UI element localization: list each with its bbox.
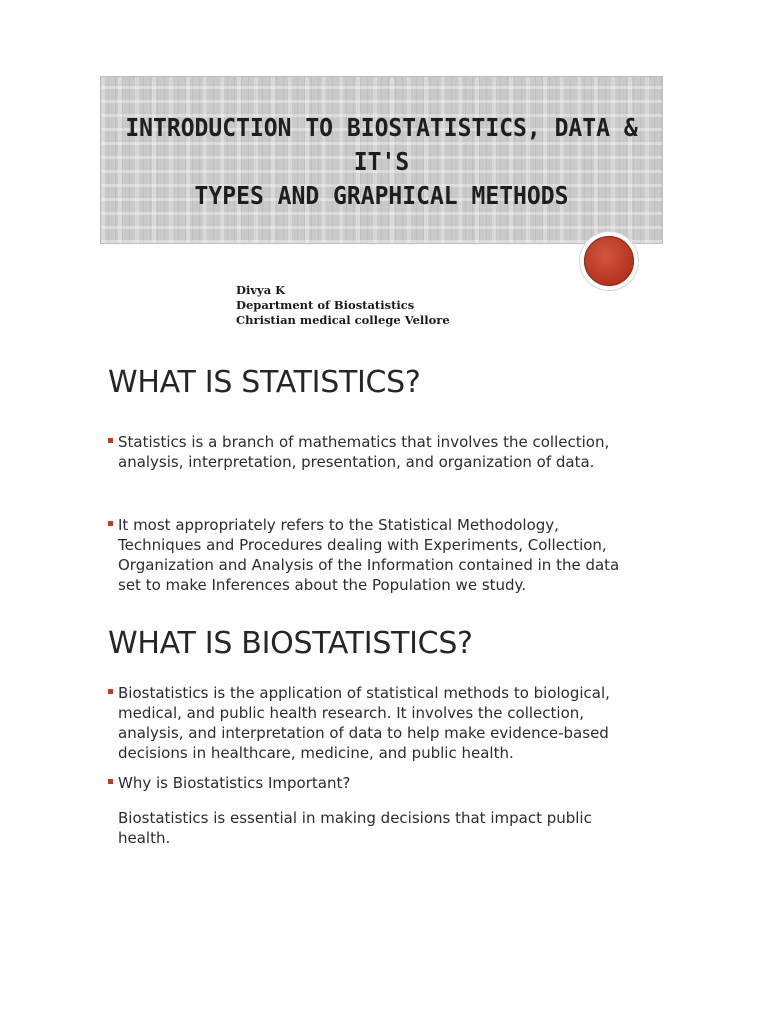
bullet-line: analysis, interpretation, presentation, and organization of data. — [118, 453, 595, 471]
paragraph-line: health. — [118, 829, 171, 847]
slide-title-line-2: TYPES AND GRAPHICAL METHODS — [194, 181, 569, 210]
section-heading-biostatistics: WHAT IS BIOSTATISTICS? — [108, 626, 473, 661]
author-institution: Christian medical college Vellore — [236, 313, 450, 327]
bullet-line: decisions in healthcare, medicine, and public health. — [118, 744, 514, 762]
bullet-line: It most appropriately refers to the Statistical Methodology, — [108, 515, 668, 535]
bullet-square-icon — [108, 438, 113, 443]
seal-disc — [584, 236, 634, 286]
paragraph-line: Biostatistics is essential in making decisions that impact public — [118, 809, 592, 827]
bullet-statistics-definition — [108, 432, 668, 472]
bullet-line: set to make Inferences about the Population we study. — [118, 576, 527, 594]
biostatistics-importance-paragraph — [118, 808, 592, 848]
slide-title-line-1: INTRODUCTION TO BIOSTATISTICS, DATA & IT'S — [125, 113, 638, 176]
bullet-line: Biostatistics is the application of statistical methods to biological, — [108, 683, 668, 703]
decorative-seal-icon — [580, 232, 638, 290]
bullet-line: medical, and public health research. It involves the collection, — [118, 704, 585, 722]
bullet-square-icon — [108, 521, 113, 526]
bullet-square-icon — [108, 779, 113, 784]
author-name: Divya K — [236, 283, 286, 297]
bullet-biostatistics-definition — [108, 683, 668, 763]
section-heading-statistics: WHAT IS STATISTICS? — [108, 365, 421, 400]
bullet-biostatistics-importance — [108, 773, 668, 793]
bullet-statistics-methodology — [108, 515, 668, 595]
author-block — [236, 283, 450, 328]
author-department: Department of Biostatistics — [236, 298, 415, 312]
bullet-line: Organization and Analysis of the Information contained in the data — [118, 556, 620, 574]
slide-title — [123, 111, 639, 213]
bullet-line: Techniques and Procedures dealing with Experiments, Collection, — [118, 536, 607, 554]
bullet-square-icon — [108, 689, 113, 694]
title-banner — [100, 76, 663, 244]
bullet-line: analysis, and interpretation of data to help make evidence-based — [118, 724, 609, 742]
bullet-line: Statistics is a branch of mathematics that involves the collection, — [108, 432, 668, 452]
bullet-line: Why is Biostatistics Important? — [108, 773, 668, 793]
